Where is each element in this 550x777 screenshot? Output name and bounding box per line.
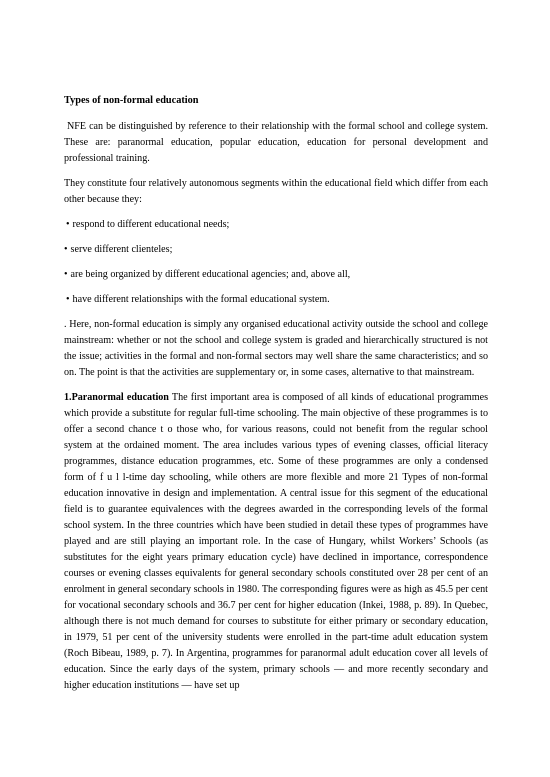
bullet-symbol: • [64, 244, 68, 255]
section-heading: Types of non-formal education [64, 95, 199, 106]
bullet-symbol: • [66, 294, 70, 305]
bullet-item [64, 217, 488, 233]
paragraph-body: The first important area is composed of all kinds of educational programmes which provide a substitute for regular full-time schooling. The main objective of these programmes is to offer a second chance t o those who, for various reasons, could not benefit from the regular school system at the ordained moment. The area includes various types of evening classes, official literacy programmes, distance education programmes, etc. Some of these programmes are only a condensed form of f u l l-time day schooling, while others are more flexible and more 21 Types of non-formal education innovative in design and implementation. A central issue for this segment of the educational field is to guarantee equivalences with the degrees awarded in the corresponding levels of the formal school system. In the three countries which have been studied in detail these types of programmes have played and are still playing an important role. In the case of Hungary, whilst Workers’ Schools (as substitutes for the eight years primary education cycle) have declined in importance, correspondence courses or evening classes equivalents for general secondary schools constituted over 28 per cent of an enrolment in general secondary schools in 1980. The corresponding figures were as high as 45.5 per cent for vocational secondary schools and 36.7 per cent for higher education (Inkei, 1988, p. 89). In Quebec, although there is not much demand for courses to substitute for either primary or secondary education, in 1979, 51 per cent of the university students were enrolled in the part-time adult education system (Roch Bibeau, 1989, p. 7). In Argentina, programmes for paranormal adult education cover all levels of education. Since the early days of the system, primary schools — and more recently secondary and higher education institutions — have set up [64, 392, 489, 691]
bullet-item [64, 267, 488, 283]
bullet-text: are being organized by different educational agencies; and, above all, [70, 269, 351, 280]
paragraph-lead: 1.Paranormal education [64, 392, 169, 403]
bullet-text: respond to different educational needs; [72, 219, 230, 230]
bullet-text: have different relationships with the formal educational system. [72, 294, 330, 305]
intro-paragraph: NFE can be distinguished by reference to their relationship with the formal school and college system. These are: paranormal education, popular education, education for personal development and professional training. [64, 121, 488, 164]
bullet-item [64, 292, 488, 308]
bullet-symbol: • [64, 269, 68, 280]
bullet-symbol: • [66, 219, 70, 230]
paranormal-education-paragraph [64, 390, 488, 694]
definition-paragraph: . Here, non-formal education is simply any organised educational activity outside the school and college mainstream: whether or not the school and college system is graded and hierarchically structured is not the issue; activities in the formal and non-formal sectors may well share the same characteristics; and so on. The point is that the activities are supplementary or, in some cases, alternative to that mainstream. [64, 319, 488, 378]
bullet-item [64, 242, 488, 258]
bullet-text: serve different clienteles; [70, 244, 173, 255]
document-body [64, 93, 488, 694]
segments-paragraph: They constitute four relatively autonomous segments within the educational field which differ from each other because they: [64, 178, 488, 205]
